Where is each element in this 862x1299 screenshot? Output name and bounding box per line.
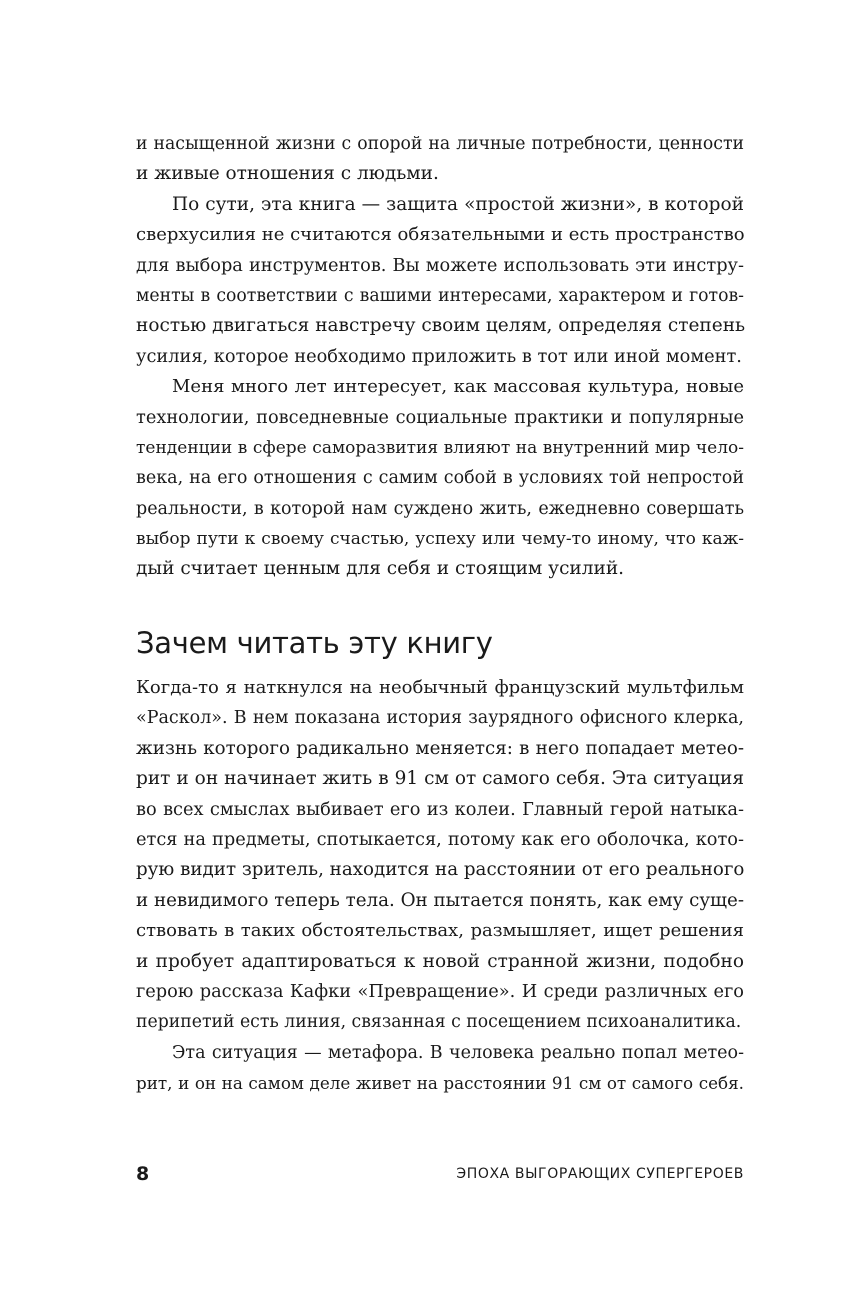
text-line: выбор пути к своему счастью, успеху или чему-то иному, что каж- [136,529,744,550]
text-line: ствовать в таких обстоятельствах, размышляет, ищет решения [136,920,744,942]
text-line: ется на предметы, спотыкается, потому как его оболочка, кото- [136,829,744,850]
body-text-top [136,129,744,585]
text-line: менты в соответствии с вашими интересами, характером и готов- [136,285,744,306]
text-line: для выбора инструментов. Вы можете использовать эти инстру- [136,255,744,276]
text-line: Эта ситуация — метафора. В человека реально попал метео- [172,1042,744,1063]
running-title: ЭПОХА ВЫГОРАЮЩИХ СУПЕРГЕРОЕВ [456,1166,744,1182]
text-line: Когда-то я наткнулся на необычный французский мультфильм [136,677,744,698]
text-line: и пробует адаптироваться к новой странной жизни, подобно [136,950,744,972]
text-line: реальности, в которой нам суждено жить, ежедневно совершать [136,498,744,519]
text-line: во всех смыслах выбивает его из колеи. Главный герой натыка- [136,799,744,820]
text-line: и живые отношения с людьми. [136,163,439,185]
text-line: По сути, эта книга — защита «простой жизни», в которой [172,193,744,215]
text-line: сверхусилия не считаются обязательными и есть пространство [136,224,745,246]
text-line: рит, и он на самом деле живет на расстоянии 91 см от самого себя. [136,1073,744,1094]
text-line: жизнь которого радикально меняется: в него попадает метео- [136,737,744,759]
text-line: дый считает ценным для себя и стоящим усилий. [136,558,625,580]
text-line: перипетий есть линия, связанная с посещением психоаналитика. [136,1012,742,1033]
text-line: рую видит зритель, находится на расстоянии от его реального [136,859,745,881]
text-line: усилия, которое необходимо приложить в тот или иной момент. [136,346,742,367]
section-heading: Зачем читать эту книгу [136,626,493,660]
text-line: герою рассказа Кафки «Превращение». И среди различных его [136,981,744,1002]
text-line: века, на его отношения с самим собой в условиях той непростой [136,468,744,489]
text-line: технологии, повседневные социальные практики и популярные [136,407,744,428]
text-line: рит и он начинает жить в 91 см от самого себя. Эта ситуация [136,768,744,790]
text-line: и насыщенной жизни с опорой на личные потребности, ценности [136,134,744,154]
text-line: тенденции в сфере саморазвития влияют на внутренний мир чело- [136,437,744,458]
body-text-bottom [136,673,744,1098]
text-line: Меня много лет интересует, как массовая культура, новые [172,376,744,398]
text-line: и невидимого теперь тела. Он пытается понять, как ему суще- [136,889,744,911]
text-line: ностью двигаться навстречу своим целям, определяя степень [136,315,746,337]
text-line: «Раскол». В нем показана история заурядного офисного клерка, [136,708,744,729]
page-number: 8 [136,1163,150,1185]
